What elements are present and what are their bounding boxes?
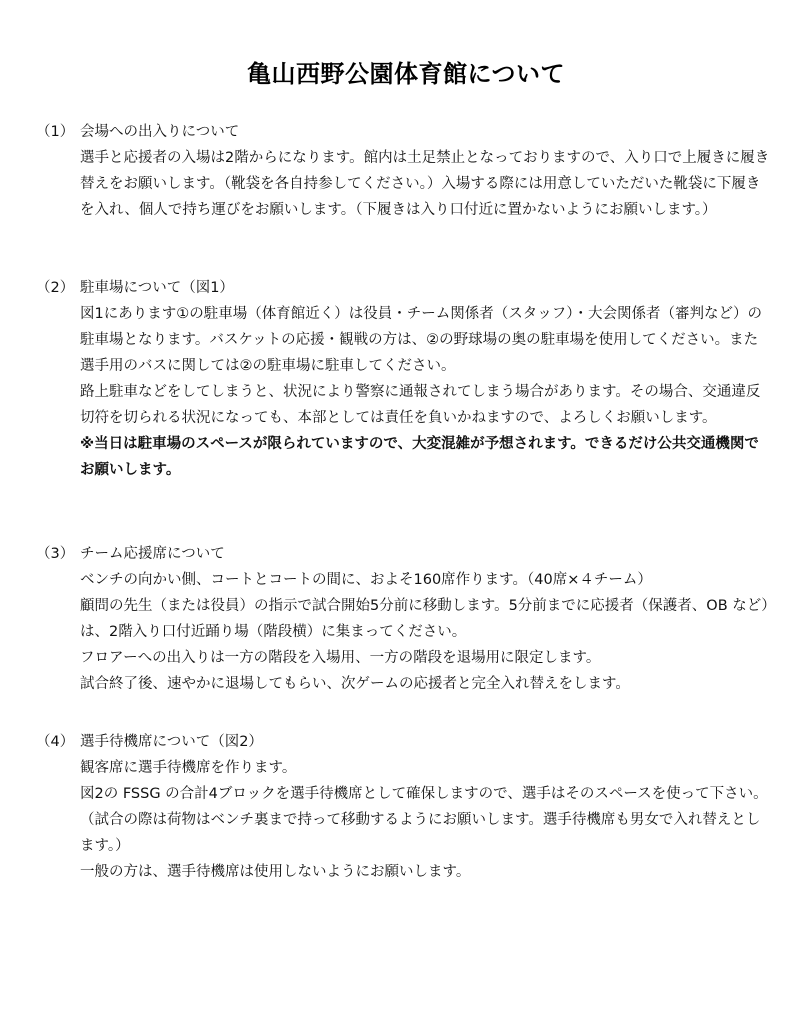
section-number: （2） (36, 280, 75, 296)
section-heading: 駐車場について（図1） (80, 280, 234, 296)
notice-paragraph: ※当日は駐車場のスペースが限られていますので、大変混雑が予想されます。できるだけ公共交通機関でお願いします。 (80, 436, 759, 478)
section-body (80, 567, 772, 697)
section-heading: 選手待機席について（図2） (80, 734, 263, 750)
paragraph: 図1にあります①の駐車場（体育館近く）は役員・チーム関係者（スタッフ）・大会関係者（審判など）の駐車場となります。バスケットの応援・観戦の方は、②の野球場の奥の駐車場を使用してください。また選手用のバスに関しては②の駐車場に駐車してください。 (80, 306, 762, 374)
page-title: 亀山西野公園体育館について (246, 60, 566, 88)
section-body (80, 301, 772, 483)
paragraph: 図2の FSSG の合計4ブロックを選手待機席として確保しますので、選手はそのスペースを使って下さい。（試合の際は荷物はベンチ裏まで持って移動するようにお願いします。選手待機席も男女で入れ替えとします。） (80, 786, 768, 854)
section-number: （4） (36, 734, 75, 750)
paragraph: 顧問の先生（または役員）の指示で試合開始5分前に移動します。5分前までに応援者（保護者、OB など）は、2階入り口付近踊り場（階段横）に集まってください。 (80, 598, 769, 640)
section-number: （1） (36, 124, 75, 140)
paragraph: 路上駐車などをしてしまうと、状況により警察に通報されてしまう場合があります。その場合、交通違反切符を切られる状況になっても、本部としては責任を負いかねますので、よろしくお願いします。 (80, 384, 761, 426)
section-body (80, 145, 772, 223)
section-body (80, 755, 772, 885)
paragraph: ベンチの向かい側、コートとコートの間に、およそ160席作ります。（40席×４チーム） (80, 572, 652, 588)
paragraph: 観客席に選手待機席を作ります。 (80, 760, 297, 776)
section-heading: チーム応援席について (80, 546, 225, 562)
section-heading: 会場への出入りについて (80, 124, 240, 140)
paragraph: 一般の方は、選手待機席は使用しないようにお願いします。 (80, 864, 471, 880)
section-number: （3） (36, 546, 75, 562)
paragraph: 試合終了後、速やかに退場してもらい、次ゲームの応援者と完全入れ替えをします。 (80, 676, 630, 692)
paragraph: フロアーへの出入りは一方の階段を入場用、一方の階段を退場用に限定します。 (80, 650, 601, 666)
paragraph: 選手と応援者の入場は2階からになります。館内は土足禁止となっておりますので、入り口で上履きに履き替えをお願いします。（靴袋を各自持参してください。）入場する際には用意していただいた靴袋に下履きを入れ、個人で持ち運びをお願いします。（下履きは入り口付近に置かないようにお願いします。） (80, 150, 770, 218)
